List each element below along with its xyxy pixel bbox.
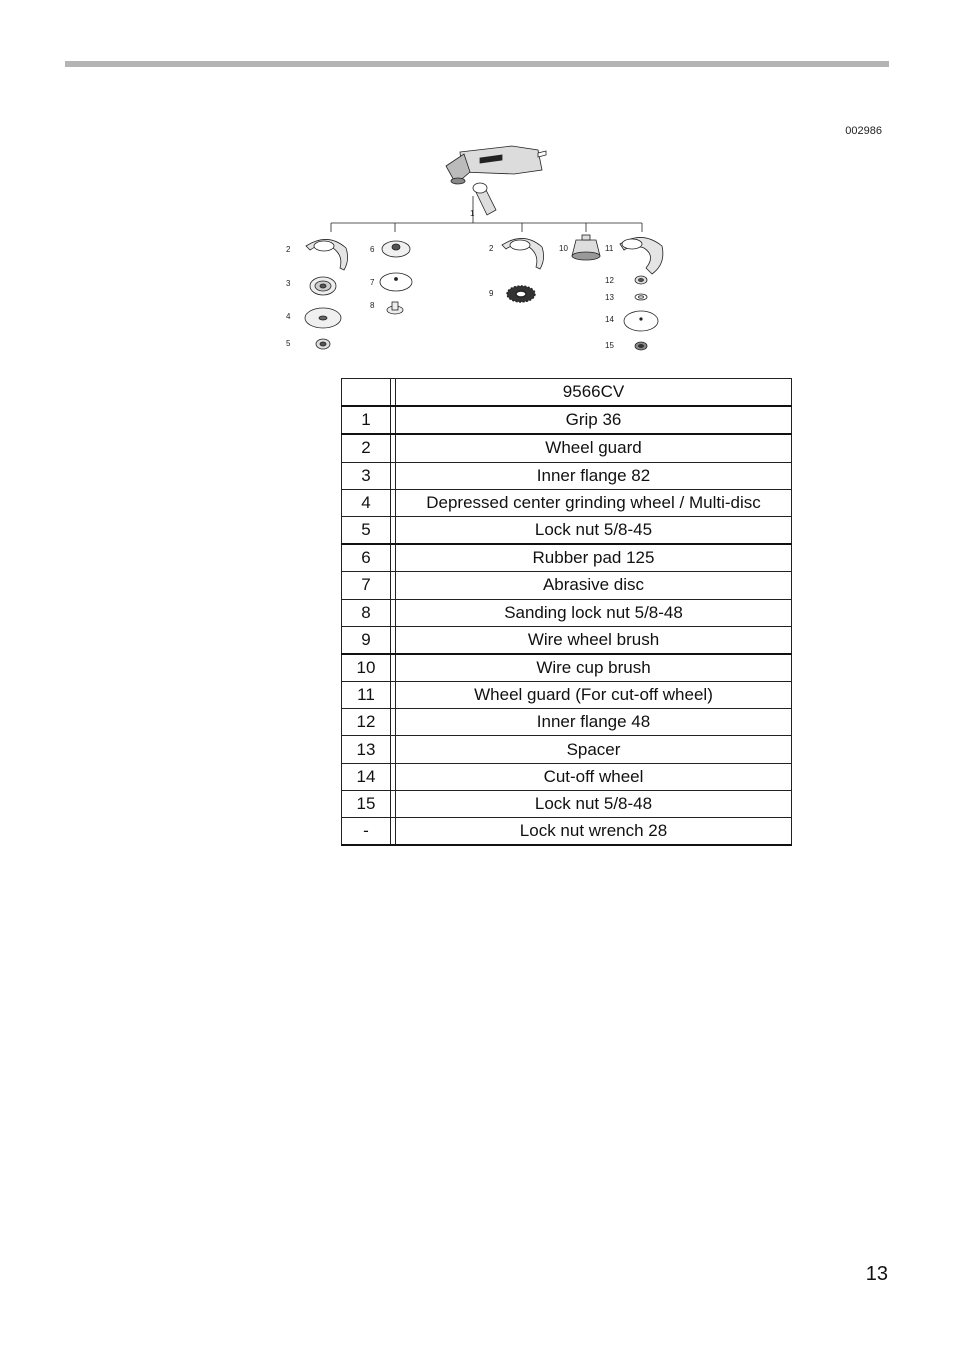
inner-flange-icon <box>310 277 336 295</box>
item-number-cell: 6 <box>342 544 391 572</box>
inner-flange-48-icon <box>635 276 647 284</box>
wire-wheel-brush-icon <box>507 286 535 302</box>
item-number-cell: - <box>342 818 391 846</box>
item-number-cell: 1 <box>342 406 391 434</box>
cutoff-guard-icon <box>620 237 663 274</box>
lock-nut-48-icon <box>635 342 647 350</box>
item-name-cell: Wire cup brush <box>396 654 792 682</box>
item-number-cell: 10 <box>342 654 391 682</box>
item-number-cell: 2 <box>342 434 391 462</box>
item-name-cell: Rubber pad 125 <box>396 544 792 572</box>
figure-code: 002986 <box>845 125 882 137</box>
callout-6: 6 <box>370 245 375 254</box>
header-rule <box>65 61 889 67</box>
item-number-cell: 3 <box>342 462 391 489</box>
wheel-guard-icon <box>306 239 348 270</box>
accessory-figure <box>280 140 680 365</box>
item-name-cell: Grip 36 <box>396 406 792 434</box>
item-name-cell: Lock nut 5/8-48 <box>396 790 792 817</box>
spacer-icon <box>635 294 647 300</box>
lock-nut-icon <box>316 339 330 349</box>
header-num-cell <box>342 379 391 407</box>
item-name-cell: Sanding lock nut 5/8-48 <box>396 599 792 626</box>
table-header-row <box>342 379 792 407</box>
rubber-pad-icon <box>382 241 410 257</box>
item-number-cell: 9 <box>342 626 391 654</box>
item-name-cell: Depressed center grinding wheel / Multi-disc <box>396 489 792 516</box>
callout-14: 14 <box>605 315 614 324</box>
wheel-guard-icon-2 <box>502 238 544 269</box>
item-number-cell: 8 <box>342 599 391 626</box>
callout-7: 7 <box>370 278 375 287</box>
parts-table <box>341 378 792 846</box>
table-row <box>342 626 792 654</box>
item-name-cell: Wire wheel brush <box>396 626 792 654</box>
table-row <box>342 462 792 489</box>
item-name-cell: Abrasive disc <box>396 572 792 599</box>
callout-11: 11 <box>605 244 614 253</box>
item-number-cell: 13 <box>342 736 391 763</box>
table-row <box>342 682 792 709</box>
item-number-cell: 12 <box>342 709 391 736</box>
table-row <box>342 763 792 790</box>
item-number-cell: 15 <box>342 790 391 817</box>
table-row <box>342 516 792 544</box>
table-row <box>342 544 792 572</box>
item-name-cell: Inner flange 48 <box>396 709 792 736</box>
table-row <box>342 818 792 846</box>
table-row <box>342 599 792 626</box>
grinding-wheel-icon <box>305 308 341 328</box>
item-name-cell: Cut-off wheel <box>396 763 792 790</box>
callout-12: 12 <box>605 276 614 285</box>
callout-9: 9 <box>489 289 494 298</box>
table-row <box>342 489 792 516</box>
callout-1: 1 <box>470 209 475 218</box>
item-number-cell: 7 <box>342 572 391 599</box>
item-name-cell: Wheel guard (For cut-off wheel) <box>396 682 792 709</box>
page-number: 13 <box>865 1263 888 1285</box>
item-name-cell: Spacer <box>396 736 792 763</box>
callout-8: 8 <box>370 301 375 310</box>
item-number-cell: 5 <box>342 516 391 544</box>
item-number-cell: 14 <box>342 763 391 790</box>
model-name-cell: 9566CV <box>396 379 792 407</box>
wire-cup-brush-icon <box>572 235 600 260</box>
callout-13: 13 <box>605 293 614 302</box>
item-name-cell: Inner flange 82 <box>396 462 792 489</box>
item-name-cell: Lock nut wrench 28 <box>396 818 792 846</box>
callout-2a: 2 <box>286 245 291 254</box>
callout-15: 15 <box>605 341 614 350</box>
table-row <box>342 736 792 763</box>
callout-10: 10 <box>559 244 568 253</box>
table-row <box>342 406 792 434</box>
table-row <box>342 434 792 462</box>
callout-4: 4 <box>286 312 291 321</box>
sanding-lock-nut-icon <box>387 302 403 314</box>
callout-5: 5 <box>286 339 291 348</box>
table-row <box>342 572 792 599</box>
abrasive-disc-icon <box>380 273 412 291</box>
callout-2b: 2 <box>489 244 494 253</box>
cutoff-wheel-icon <box>624 311 658 331</box>
callout-3: 3 <box>286 279 291 288</box>
item-number-cell: 11 <box>342 682 391 709</box>
table-row <box>342 654 792 682</box>
item-number-cell: 4 <box>342 489 391 516</box>
table-row <box>342 790 792 817</box>
item-name-cell: Wheel guard <box>396 434 792 462</box>
table-row <box>342 709 792 736</box>
item-name-cell: Lock nut 5/8-45 <box>396 516 792 544</box>
grinder-illustration <box>446 146 546 215</box>
